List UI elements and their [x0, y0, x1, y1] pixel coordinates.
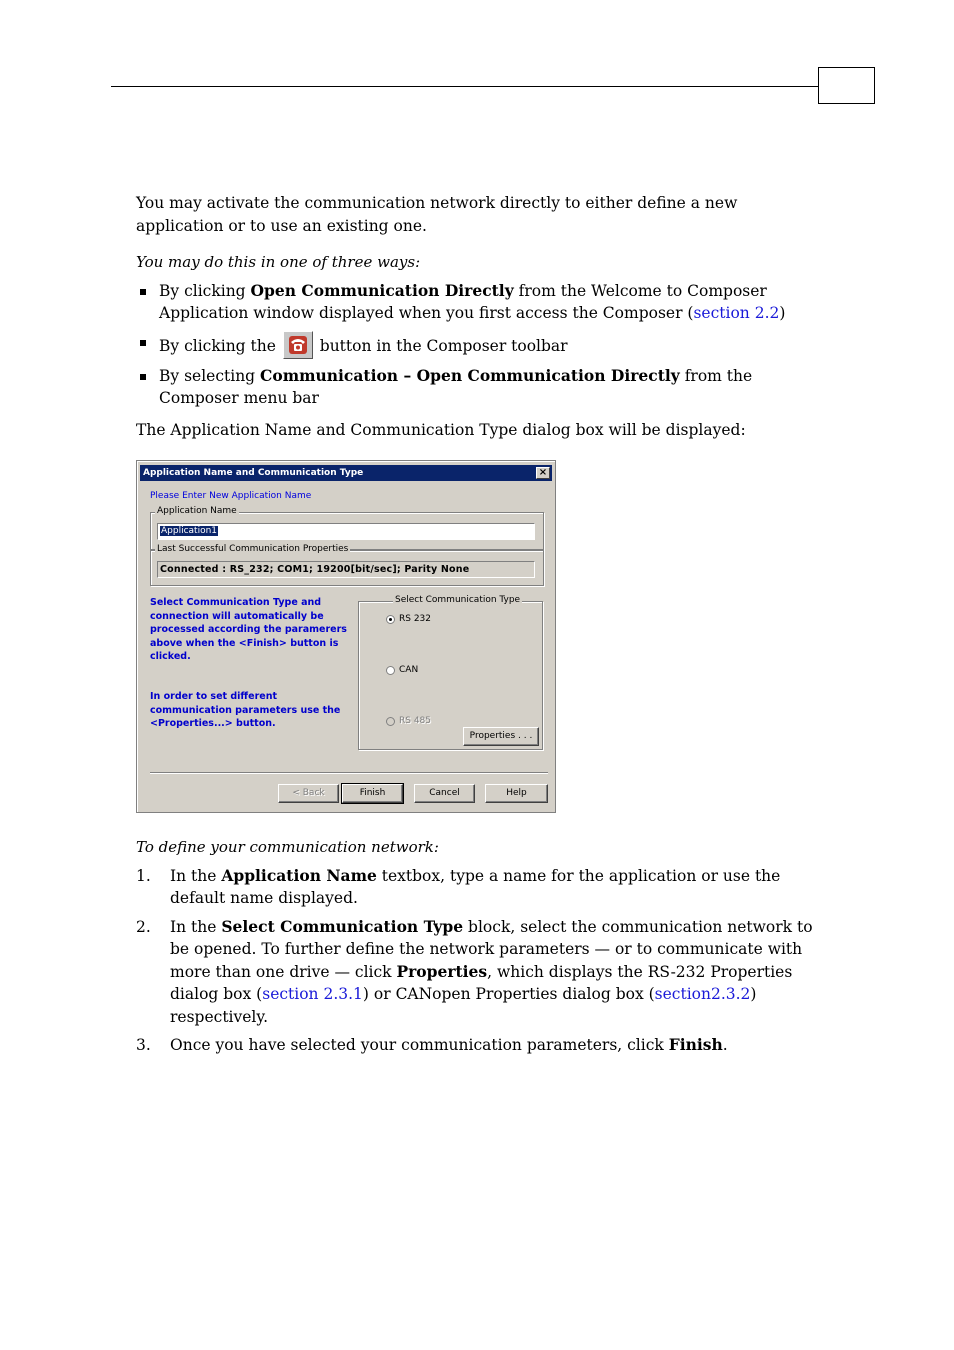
- info-line: Select Communication Type and: [150, 597, 322, 608]
- text: block, select the communication network to be opened. To further define the network parameters — or to communicate with more than one drive — click: [170, 917, 813, 981]
- step-number: 1.: [136, 866, 151, 885]
- text: from the Composer menu bar: [159, 366, 753, 407]
- info-line: processed according the paramerers: [150, 624, 347, 635]
- radio-rs485: [386, 717, 395, 726]
- bold-text: Select Communication Type: [221, 916, 464, 936]
- dialog-titlebar: [140, 465, 552, 481]
- text: , which displays the RS-232 Properties dialog box (: [170, 962, 793, 1003]
- page-number-box: [818, 67, 875, 104]
- text: .: [722, 1036, 728, 1054]
- section-link[interactable]: section2.3.2: [654, 985, 751, 1003]
- info-text-1: [150, 596, 356, 664]
- last-connection-properties: Connected : RS_232; COM1; 19200[bit/sec]; Parity None: [157, 561, 535, 578]
- bold-text: Properties: [396, 961, 488, 981]
- text: ): [779, 304, 786, 322]
- comm-type-legend: Select Communication Type: [395, 595, 521, 605]
- radio-can-label[interactable]: CAN: [399, 665, 419, 675]
- procedure-section: [136, 836, 816, 1063]
- text: textbox, type a name for the application or use the default name displayed.: [170, 866, 781, 907]
- define-lead: To define your communication network:: [136, 838, 439, 856]
- radio-rs232-label[interactable]: RS 232: [399, 614, 432, 624]
- section-link[interactable]: section 2.3.1: [262, 985, 363, 1003]
- dialog-separator: [150, 772, 548, 773]
- application-name-field[interactable]: [157, 523, 535, 540]
- open-communication-button: [283, 331, 313, 359]
- text: ) respectively.: [170, 985, 757, 1026]
- text: By clicking: [159, 281, 251, 300]
- info-line: clicked.: [150, 651, 191, 662]
- list-item: [136, 331, 816, 359]
- bold-text: Open Communication Directly: [250, 280, 514, 300]
- text: from the Welcome to Composer Application window displayed when you first access the Composer (: [159, 281, 767, 322]
- ways-list: [136, 280, 816, 410]
- list-item: [136, 365, 816, 410]
- info-line: <Properties...> button.: [150, 718, 276, 729]
- bold-text: Communication – Open Communication Directly: [260, 365, 680, 385]
- bold-text: Application Name: [221, 865, 377, 885]
- bold-text: Finish: [668, 1035, 723, 1054]
- intro-section: [136, 192, 816, 441]
- appname-prompt: Please Enter New Application Name: [150, 491, 312, 501]
- cancel-button[interactable]: Cancel: [414, 784, 475, 803]
- dialog-caption: The Application Name and Communication Type dialog box will be displayed:: [136, 420, 746, 439]
- last-props-legend: Last Successful Communication Properties: [157, 544, 349, 554]
- appname-value: Application1: [161, 526, 218, 536]
- section-link[interactable]: section 2.2: [693, 304, 780, 322]
- list-item: [136, 916, 816, 1029]
- info-text-2: [150, 690, 356, 731]
- text: ) or CANopen Properties dialog box (: [362, 985, 655, 1003]
- info-line: communication parameters use the: [150, 704, 341, 716]
- list-item: [136, 1034, 816, 1057]
- info-line: connection will automatically be: [150, 610, 324, 622]
- steps-list: [136, 865, 816, 1057]
- appname-legend: Application Name: [157, 506, 237, 516]
- list-item: [136, 865, 816, 910]
- text: In the: [170, 917, 222, 936]
- text: button in the Composer toolbar: [314, 336, 568, 355]
- list-item: [136, 280, 816, 325]
- text: Once you have selected your communication parameters, click: [170, 1036, 669, 1054]
- info-line: In order to set different: [150, 691, 278, 702]
- close-button[interactable]: ×: [536, 467, 550, 479]
- step-number: 2.: [136, 917, 151, 936]
- intro-paragraph: You may activate the communication network directly to either define a new application or to use an existing one.: [136, 194, 738, 235]
- header-rule: [111, 86, 819, 87]
- text: By clicking the: [159, 336, 281, 355]
- radio-rs485-label: RS 485: [399, 716, 432, 726]
- dialog-title: Application Name and Communication Type: [143, 468, 364, 478]
- back-button: < Back: [278, 784, 339, 803]
- radio-can[interactable]: [386, 666, 395, 675]
- properties-button[interactable]: Properties . . .: [463, 727, 539, 746]
- help-button[interactable]: Help: [485, 784, 548, 803]
- step-number: 3.: [136, 1036, 151, 1054]
- app-name-comm-type-dialog: [136, 460, 556, 813]
- text: In the: [170, 866, 222, 885]
- telephone-icon: [288, 335, 308, 355]
- finish-button[interactable]: Finish: [342, 784, 403, 803]
- text: By selecting: [159, 366, 261, 385]
- radio-rs232[interactable]: [386, 615, 395, 624]
- info-line: above when the <Finish> button is: [150, 637, 339, 649]
- ways-lead: You may do this in one of three ways:: [136, 253, 421, 271]
